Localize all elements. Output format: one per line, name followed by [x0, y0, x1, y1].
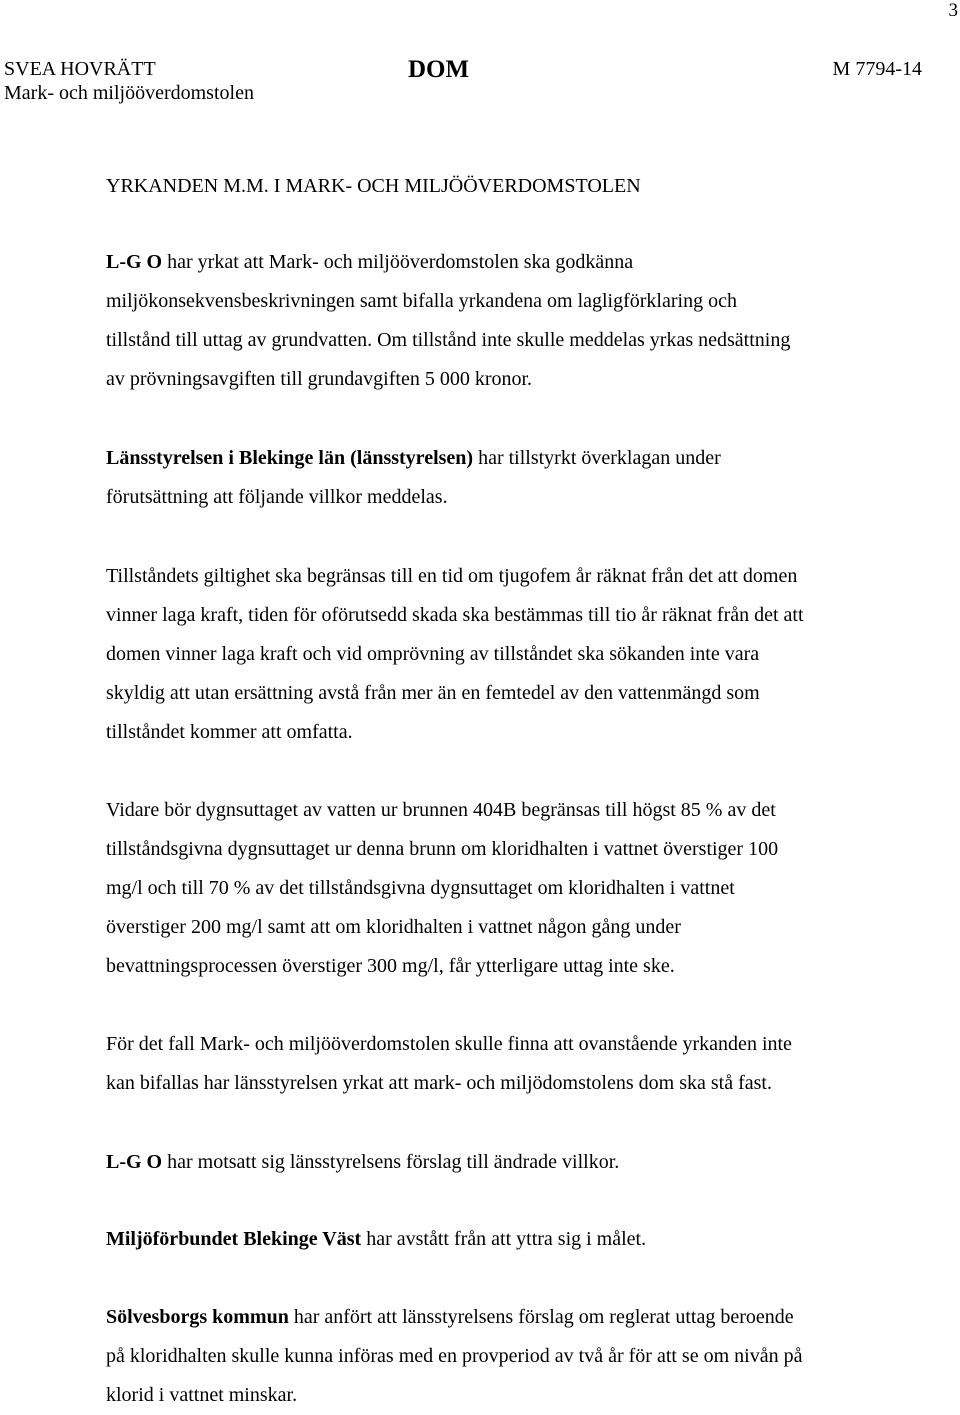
page-number: 3	[948, 0, 958, 21]
text-line: Vidare bör dygnsuttaget av vatten ur brunnen 404B begränsas till högst 85 % av det	[106, 799, 776, 821]
case-number: M 7794-14	[832, 58, 922, 80]
text-line: För det fall Mark- och miljööverdomstolen skulle finna att ovanstående yrkanden inte	[106, 1033, 792, 1055]
text-line: miljökonsekvensbeskrivningen samt bifalla yrkandena om lagligförklaring och	[106, 290, 737, 312]
paragraph-alternative-claim	[106, 1025, 926, 1103]
party-name: L-G O	[106, 251, 163, 273]
text-line: mg/l och till 70 % av det tillståndsgivna dygnsuttaget om kloridhalten i vattnet	[106, 877, 735, 899]
paragraph-lgo-claims	[106, 243, 926, 399]
text-line: förutsättning att följande villkor meddelas.	[106, 486, 448, 508]
party-name: Sölvesborgs kommun	[106, 1306, 289, 1328]
text-line: skyldig att utan ersättning avstå från mer än en femtedel av den vattenmängd som	[106, 682, 760, 704]
text-line: Tillståndets giltighet ska begränsas till en tid om tjugofem år räknat från det att domen	[106, 565, 798, 587]
text-line: bevattningsprocessen överstiger 300 mg/l, får ytterligare uttag inte ske.	[106, 955, 675, 977]
text-line: domen vinner laga kraft och vid omprövning av tillståndet ska sökanden inte vara	[106, 643, 760, 665]
document-type: DOM	[408, 56, 470, 83]
paragraph-lgo-opposition	[106, 1143, 926, 1182]
text-line: på kloridhalten skulle kunna införas med en provperiod av två år för att se om nivån på	[106, 1345, 803, 1367]
text-line: Sölvesborgs kommun har anfört att länsstyrelsens förslag om reglerat uttag beroende	[106, 1306, 794, 1328]
text-line: tillståndsgivna dygnsuttaget ur denna brunn om kloridhalten i vattnet överstiger 100	[106, 838, 779, 860]
text-line: klorid i vattnet minskar.	[106, 1384, 298, 1406]
text-line: L-G O har yrkat att Mark- och miljööverdomstolen ska godkänna	[106, 251, 634, 273]
text-line: L-G O har motsatt sig länsstyrelsens förslag till ändrade villkor.	[106, 1151, 620, 1173]
text-line: Miljöförbundet Blekinge Väst har avstått från att yttra sig i målet.	[106, 1228, 647, 1250]
subcourt-name: Mark- och miljööverdomstolen	[4, 82, 254, 104]
section-heading: YRKANDEN M.M. I MARK- OCH MILJÖÖVERDOMSTOLEN	[106, 175, 641, 197]
party-name: Miljöförbundet Blekinge Väst	[106, 1228, 362, 1250]
paragraph-permit-validity	[106, 557, 926, 752]
header-left	[4, 57, 254, 105]
paragraph-withdrawal-limits	[106, 791, 926, 986]
paragraph-county-board	[106, 439, 926, 517]
text-line: vinner laga kraft, tiden för oförutsedd skada ska bestämmas till tio år räknat från det att	[106, 604, 804, 626]
text-line: av prövningsavgiften till grundavgiften 5 000 kronor.	[106, 368, 533, 390]
paragraph-municipality	[106, 1298, 926, 1415]
text-line: tillståndet kommer att omfatta.	[106, 721, 353, 743]
party-name: Länsstyrelsen i Blekinge län (länsstyrelsen)	[106, 447, 474, 469]
text-line: kan bifallas har länsstyrelsen yrkat att mark- och miljödomstolens dom ska stå fast.	[106, 1072, 772, 1094]
party-name: L-G O	[106, 1151, 163, 1173]
paragraph-environmental-association	[106, 1220, 926, 1259]
text-line: överstiger 200 mg/l samt att om kloridhalten i vattnet någon gång under	[106, 916, 681, 938]
text-line: Länsstyrelsen i Blekinge län (länsstyrelsen) har tillstyrkt överklagan under	[106, 447, 721, 469]
court-name: SVEA HOVRÄTT	[4, 58, 156, 80]
text-line: tillstånd till uttag av grundvatten. Om tillstånd inte skulle meddelas yrkas nedsättning	[106, 329, 791, 351]
